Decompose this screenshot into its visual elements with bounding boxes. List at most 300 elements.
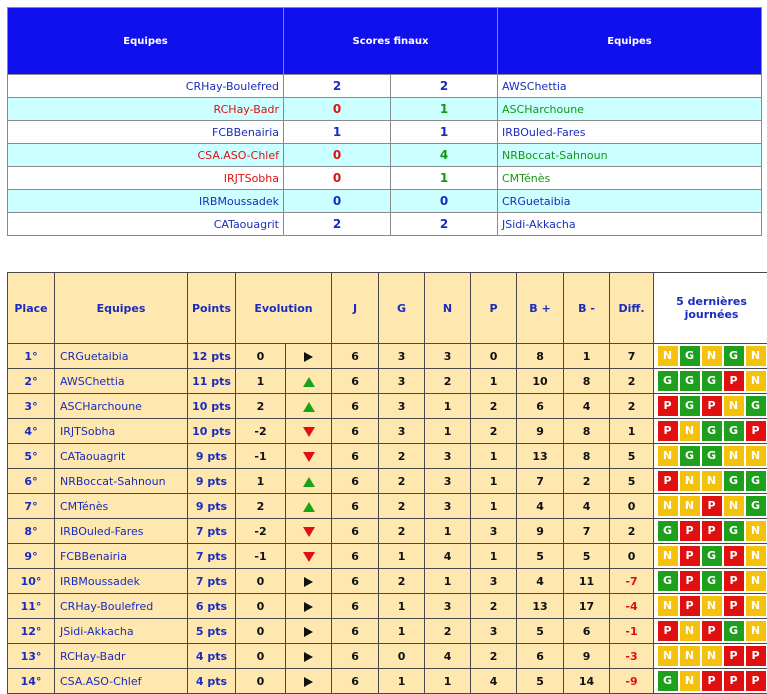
standing-row [8, 444, 767, 469]
standing-team: FCBBenairia [55, 544, 188, 569]
header-lost: P [471, 273, 517, 344]
results-header-row [8, 8, 762, 75]
result-home-team: CATaouagrit [8, 213, 284, 236]
result-home-team: FCBBenairia [8, 121, 284, 144]
standing-row [8, 469, 767, 494]
header-goals-against: B - [564, 273, 610, 344]
standing-points: 9 pts [188, 444, 236, 469]
standing-points: 7 pts [188, 569, 236, 594]
arrow-up-icon [303, 377, 315, 387]
standing-last5 [654, 494, 767, 519]
standing-played: 6 [332, 469, 379, 494]
standing-drawn: 2 [425, 369, 471, 394]
standing-last5 [654, 344, 767, 369]
standing-last5 [654, 594, 767, 619]
standing-team: CATaouagrit [55, 444, 188, 469]
standing-row [8, 644, 767, 669]
standing-played: 6 [332, 569, 379, 594]
form-result-badge: N [746, 346, 766, 366]
result-home-team: CRHay-Boulefred [8, 75, 284, 98]
standing-place: 5° [8, 444, 55, 469]
standing-team: CRHay-Boulefred [55, 594, 188, 619]
result-row [8, 213, 762, 236]
standing-lost: 1 [471, 494, 517, 519]
form-result-badge: N [746, 371, 766, 391]
form-result-badge: N [680, 646, 700, 666]
standing-played: 6 [332, 444, 379, 469]
header-team: Equipes [55, 273, 188, 344]
standing-evolution: 2 [236, 394, 286, 419]
standing-row [8, 594, 767, 619]
form-result-badge: N [702, 471, 722, 491]
standing-place: 9° [8, 544, 55, 569]
standing-goals-against: 11 [564, 569, 610, 594]
standing-points: 4 pts [188, 644, 236, 669]
standing-goals-for: 5 [517, 669, 564, 694]
standing-won: 3 [379, 419, 425, 444]
standing-lost: 1 [471, 369, 517, 394]
standing-goals-for: 7 [517, 469, 564, 494]
standing-goals-for: 9 [517, 419, 564, 444]
standing-diff: 5 [610, 444, 654, 469]
standing-last5 [654, 469, 767, 494]
arrow-right-icon [304, 652, 313, 662]
standing-evolution: 0 [236, 669, 286, 694]
standing-lost: 3 [471, 569, 517, 594]
result-home-score: 1 [284, 121, 391, 144]
standing-row [8, 344, 767, 369]
standing-played: 6 [332, 644, 379, 669]
standing-won: 1 [379, 594, 425, 619]
form-result-badge: G [724, 471, 744, 491]
standing-team: CSA.ASO-Chlef [55, 669, 188, 694]
form-result-badge: N [658, 646, 678, 666]
standing-diff: -9 [610, 669, 654, 694]
standing-row [8, 519, 767, 544]
standing-goals-against: 4 [564, 394, 610, 419]
result-away-team: AWSChettia [498, 75, 762, 98]
standing-diff: 2 [610, 519, 654, 544]
form-result-badge: N [702, 646, 722, 666]
standing-lost: 2 [471, 419, 517, 444]
header-evolution: Evolution [236, 273, 332, 344]
standing-evolution: 0 [236, 569, 286, 594]
standing-place: 8° [8, 519, 55, 544]
standing-evolution: -1 [236, 444, 286, 469]
result-away-score: 4 [391, 144, 498, 167]
standing-last5 [654, 619, 767, 644]
standing-played: 6 [332, 394, 379, 419]
standing-row [8, 669, 767, 694]
form-result-badge: P [680, 596, 700, 616]
header-place: Place [8, 273, 55, 344]
result-away-team: JSidi-Akkacha [498, 213, 762, 236]
standing-played: 6 [332, 619, 379, 644]
results-header-away: Equipes [498, 8, 762, 75]
form-strip [656, 671, 767, 691]
form-result-badge: P [724, 596, 744, 616]
result-home-score: 0 [284, 144, 391, 167]
header-won: G [379, 273, 425, 344]
header-drawn: N [425, 273, 471, 344]
standing-goals-for: 6 [517, 394, 564, 419]
standing-goals-against: 9 [564, 644, 610, 669]
form-result-badge: N [724, 496, 744, 516]
standing-drawn: 1 [425, 569, 471, 594]
standing-trend-cell [286, 344, 332, 369]
standing-goals-for: 10 [517, 369, 564, 394]
standings-table [7, 272, 767, 694]
form-result-badge: P [724, 646, 744, 666]
form-result-badge: P [680, 521, 700, 541]
form-result-badge: N [680, 496, 700, 516]
standing-trend-cell [286, 594, 332, 619]
standing-goals-for: 5 [517, 619, 564, 644]
form-result-badge: N [658, 546, 678, 566]
arrow-up-icon [303, 502, 315, 512]
standing-team: IRBMoussadek [55, 569, 188, 594]
standing-evolution: 1 [236, 369, 286, 394]
form-strip [656, 646, 767, 666]
standing-drawn: 1 [425, 669, 471, 694]
form-strip [656, 471, 767, 491]
form-result-badge: P [702, 621, 722, 641]
standing-lost: 3 [471, 619, 517, 644]
standing-lost: 2 [471, 594, 517, 619]
standing-diff: 0 [610, 544, 654, 569]
result-home-score: 0 [284, 98, 391, 121]
standing-drawn: 4 [425, 544, 471, 569]
standing-goals-against: 1 [564, 344, 610, 369]
standing-lost: 1 [471, 444, 517, 469]
standing-team: JSidi-Akkacha [55, 619, 188, 644]
form-result-badge: P [724, 671, 744, 691]
form-result-badge: N [658, 596, 678, 616]
form-result-badge: N [658, 346, 678, 366]
standing-diff: 1 [610, 419, 654, 444]
standing-won: 2 [379, 569, 425, 594]
standing-diff: 5 [610, 469, 654, 494]
standing-drawn: 3 [425, 344, 471, 369]
standing-points: 4 pts [188, 669, 236, 694]
standing-trend-cell [286, 569, 332, 594]
standing-goals-for: 9 [517, 519, 564, 544]
standing-drawn: 1 [425, 519, 471, 544]
standing-won: 3 [379, 344, 425, 369]
form-result-badge: N [680, 621, 700, 641]
standing-lost: 4 [471, 669, 517, 694]
standing-won: 3 [379, 369, 425, 394]
form-result-badge: G [680, 346, 700, 366]
standing-last5 [654, 569, 767, 594]
standing-lost: 1 [471, 544, 517, 569]
form-strip [656, 371, 767, 391]
standing-goals-against: 17 [564, 594, 610, 619]
standing-points: 7 pts [188, 519, 236, 544]
standing-trend-cell [286, 419, 332, 444]
form-result-badge: P [746, 421, 766, 441]
standing-lost: 2 [471, 394, 517, 419]
standing-row [8, 394, 767, 419]
standing-lost: 1 [471, 469, 517, 494]
standing-goals-against: 6 [564, 619, 610, 644]
arrow-down-icon [303, 452, 315, 462]
standing-place: 3° [8, 394, 55, 419]
standing-won: 0 [379, 644, 425, 669]
standing-team: IRBOuled-Fares [55, 519, 188, 544]
standing-last5 [654, 444, 767, 469]
standing-drawn: 4 [425, 644, 471, 669]
results-header-home: Equipes [8, 8, 284, 75]
standing-trend-cell [286, 469, 332, 494]
standing-team: AWSChettia [55, 369, 188, 394]
form-result-badge: G [658, 521, 678, 541]
results-table [7, 7, 762, 236]
standing-last5 [654, 669, 767, 694]
result-row [8, 167, 762, 190]
form-result-badge: N [702, 346, 722, 366]
results-header-score: Scores finaux [284, 8, 498, 75]
form-result-badge: P [724, 571, 744, 591]
form-result-badge: P [658, 471, 678, 491]
form-result-badge: G [702, 546, 722, 566]
standing-points: 11 pts [188, 369, 236, 394]
standing-trend-cell [286, 369, 332, 394]
standing-evolution: 0 [236, 619, 286, 644]
result-home-team: CSA.ASO-Chlef [8, 144, 284, 167]
form-strip [656, 396, 767, 416]
standing-drawn: 3 [425, 494, 471, 519]
standing-lost: 2 [471, 644, 517, 669]
form-result-badge: G [680, 446, 700, 466]
form-result-badge: P [680, 571, 700, 591]
result-home-score: 0 [284, 190, 391, 213]
standing-diff: 0 [610, 494, 654, 519]
standing-played: 6 [332, 419, 379, 444]
form-result-badge: N [658, 496, 678, 516]
standing-played: 6 [332, 594, 379, 619]
standing-team: CRGuetaibia [55, 344, 188, 369]
standing-drawn: 3 [425, 469, 471, 494]
standing-place: 10° [8, 569, 55, 594]
result-away-team: CMTénès [498, 167, 762, 190]
standing-team: ASCHarchoune [55, 394, 188, 419]
standing-drawn: 3 [425, 444, 471, 469]
standing-lost: 3 [471, 519, 517, 544]
form-result-badge: N [746, 546, 766, 566]
form-result-badge: G [702, 571, 722, 591]
standing-won: 1 [379, 669, 425, 694]
arrow-right-icon [304, 602, 313, 612]
standing-won: 2 [379, 494, 425, 519]
standing-points: 9 pts [188, 469, 236, 494]
standing-goals-for: 4 [517, 494, 564, 519]
standing-evolution: 0 [236, 644, 286, 669]
standing-trend-cell [286, 619, 332, 644]
form-result-badge: P [658, 396, 678, 416]
form-result-badge: P [702, 396, 722, 416]
standing-won: 1 [379, 619, 425, 644]
form-result-badge: N [724, 396, 744, 416]
standing-place: 6° [8, 469, 55, 494]
standing-diff: -4 [610, 594, 654, 619]
standing-drawn: 2 [425, 619, 471, 644]
form-result-badge: G [702, 446, 722, 466]
standing-diff: 7 [610, 344, 654, 369]
standing-place: 13° [8, 644, 55, 669]
form-result-badge: G [658, 371, 678, 391]
standing-last5 [654, 644, 767, 669]
header-points: Points [188, 273, 236, 344]
result-away-score: 0 [391, 190, 498, 213]
result-home-team: IRJTSobha [8, 167, 284, 190]
standing-played: 6 [332, 369, 379, 394]
form-result-badge: N [746, 621, 766, 641]
form-result-badge: G [746, 471, 766, 491]
result-home-team: IRBMoussadek [8, 190, 284, 213]
standing-place: 7° [8, 494, 55, 519]
form-result-badge: P [724, 546, 744, 566]
result-away-team: IRBOuled-Fares [498, 121, 762, 144]
result-row [8, 75, 762, 98]
standing-trend-cell [286, 519, 332, 544]
standing-team: RCHay-Badr [55, 644, 188, 669]
standing-goals-against: 8 [564, 369, 610, 394]
standing-team: CMTénès [55, 494, 188, 519]
standing-points: 10 pts [188, 394, 236, 419]
header-played: J [332, 273, 379, 344]
form-strip [656, 346, 767, 366]
form-result-badge: P [658, 421, 678, 441]
standing-last5 [654, 419, 767, 444]
standing-goals-against: 2 [564, 469, 610, 494]
form-result-badge: G [658, 671, 678, 691]
form-result-badge: G [702, 371, 722, 391]
standing-evolution: -1 [236, 544, 286, 569]
form-strip [656, 446, 767, 466]
standing-place: 4° [8, 419, 55, 444]
standing-won: 2 [379, 519, 425, 544]
form-strip [656, 596, 767, 616]
arrow-right-icon [304, 352, 313, 362]
result-away-score: 2 [391, 213, 498, 236]
result-away-team: ASCHarchoune [498, 98, 762, 121]
form-strip [656, 496, 767, 516]
standing-evolution: -2 [236, 419, 286, 444]
standing-evolution: -2 [236, 519, 286, 544]
result-home-score: 0 [284, 167, 391, 190]
standing-played: 6 [332, 494, 379, 519]
standing-trend-cell [286, 644, 332, 669]
header-last5: 5 dernières journées [654, 273, 767, 344]
form-result-badge: N [746, 571, 766, 591]
arrow-up-icon [303, 477, 315, 487]
standing-trend-cell [286, 444, 332, 469]
standing-goals-against: 5 [564, 544, 610, 569]
standing-played: 6 [332, 669, 379, 694]
form-result-badge: P [702, 671, 722, 691]
standings-body [8, 344, 767, 694]
form-result-badge: N [658, 446, 678, 466]
form-result-badge: G [724, 421, 744, 441]
standing-trend-cell [286, 494, 332, 519]
standing-played: 6 [332, 344, 379, 369]
standing-diff: 2 [610, 394, 654, 419]
result-away-score: 1 [391, 121, 498, 144]
standing-diff: -3 [610, 644, 654, 669]
form-strip [656, 421, 767, 441]
form-result-badge: P [680, 546, 700, 566]
standing-points: 10 pts [188, 419, 236, 444]
standing-place: 14° [8, 669, 55, 694]
header-goals-for: B + [517, 273, 564, 344]
form-result-badge: G [658, 571, 678, 591]
standing-team: IRJTSobha [55, 419, 188, 444]
standing-won: 1 [379, 544, 425, 569]
standing-evolution: 2 [236, 494, 286, 519]
arrow-down-icon [303, 427, 315, 437]
standing-goals-for: 13 [517, 594, 564, 619]
standing-goals-against: 4 [564, 494, 610, 519]
result-away-team: NRBoccat-Sahnoun [498, 144, 762, 167]
form-result-badge: G [702, 421, 722, 441]
standing-place: 12° [8, 619, 55, 644]
form-result-badge: G [746, 396, 766, 416]
result-away-score: 1 [391, 98, 498, 121]
form-result-badge: G [680, 371, 700, 391]
standing-points: 7 pts [188, 544, 236, 569]
standing-played: 6 [332, 544, 379, 569]
form-result-badge: P [658, 621, 678, 641]
standing-points: 5 pts [188, 619, 236, 644]
standing-goals-against: 14 [564, 669, 610, 694]
result-home-score: 2 [284, 213, 391, 236]
standing-place: 1° [8, 344, 55, 369]
standing-last5 [654, 519, 767, 544]
form-result-badge: P [746, 671, 766, 691]
form-result-badge: G [724, 521, 744, 541]
form-result-badge: N [746, 596, 766, 616]
standing-row [8, 544, 767, 569]
standing-evolution: 0 [236, 594, 286, 619]
standing-drawn: 1 [425, 419, 471, 444]
standings-header-row [8, 273, 767, 344]
result-away-team: CRGuetaibia [498, 190, 762, 213]
form-result-badge: G [724, 621, 744, 641]
header-diff: Diff. [610, 273, 654, 344]
standing-last5 [654, 394, 767, 419]
form-result-badge: N [680, 421, 700, 441]
standing-evolution: 1 [236, 469, 286, 494]
result-home-team: RCHay-Badr [8, 98, 284, 121]
standing-row [8, 419, 767, 444]
form-result-badge: N [680, 471, 700, 491]
standing-diff: -1 [610, 619, 654, 644]
result-home-score: 2 [284, 75, 391, 98]
arrow-down-icon [303, 527, 315, 537]
arrow-up-icon [303, 402, 315, 412]
standing-goals-for: 13 [517, 444, 564, 469]
standing-team: NRBoccat-Sahnoun [55, 469, 188, 494]
arrow-down-icon [303, 552, 315, 562]
standing-row [8, 369, 767, 394]
result-row [8, 121, 762, 144]
standing-last5 [654, 369, 767, 394]
standing-row [8, 619, 767, 644]
standing-trend-cell [286, 394, 332, 419]
standing-won: 2 [379, 444, 425, 469]
form-result-badge: N [746, 521, 766, 541]
